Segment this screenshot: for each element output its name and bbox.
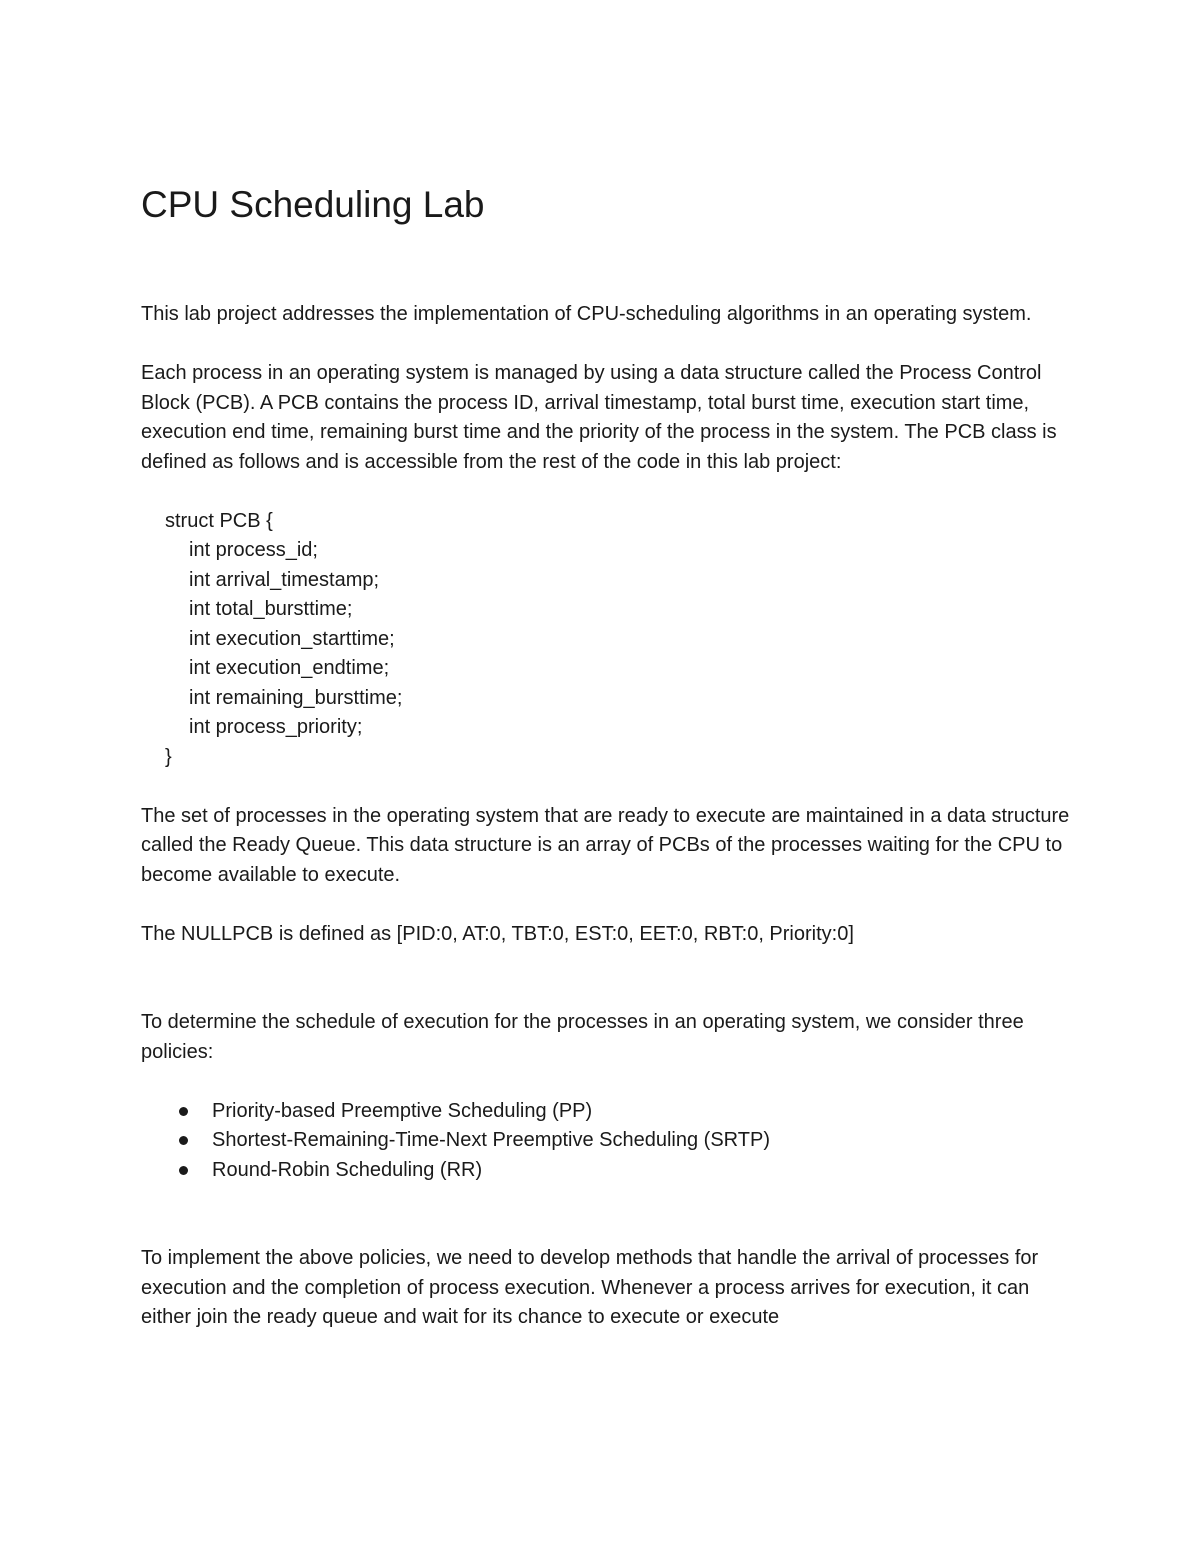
- document-body: [141, 180, 1071, 1333]
- code-field-total-bursttime: int total_bursttime;: [189, 598, 353, 620]
- code-field-process-priority: int process_priority;: [189, 716, 363, 738]
- code-field-execution-starttime: int execution_starttime;: [189, 627, 395, 650]
- intro-paragraph: This lab project addresses the implementation of CPU-scheduling algorithms in an operating system.: [141, 303, 1032, 325]
- bullet-icon: [179, 1166, 188, 1175]
- nullpcb-paragraph: The NULLPCB is defined as [PID:0, AT:0, TBT:0, EST:0, EET:0, RBT:0, Priority:0]: [141, 922, 854, 945]
- list-item: [141, 1156, 1071, 1186]
- pcb-struct-code: [141, 507, 1071, 773]
- code-field-execution-endtime: int execution_endtime;: [189, 657, 390, 679]
- implement-paragraph: To implement the above policies, we need to develop methods that handle the arrival of processes for execution and the completion of process execution. Whenever a process arrives for execution, it can either join the ready queue and wait for its chance to execute or execute: [141, 1247, 1039, 1328]
- bullet-icon: [179, 1136, 188, 1145]
- code-field-process-id: int process_id;: [189, 539, 318, 561]
- bullet-icon: [179, 1107, 188, 1116]
- policy-label-pp: Priority-based Preemptive Scheduling (PP): [212, 1099, 593, 1122]
- policy-label-srtp: Shortest-Remaining-Time-Next Preemptive Scheduling (SRTP): [212, 1129, 770, 1151]
- document-title: CPU Scheduling Lab: [141, 184, 485, 225]
- policies-intro-paragraph: To determine the schedule of execution for the processes in an operating system, we consider three policies:: [141, 1011, 1024, 1063]
- list-item: [141, 1097, 1071, 1127]
- code-field-arrival-timestamp: int arrival_timestamp;: [189, 568, 380, 591]
- code-struct-open: struct PCB {: [165, 509, 273, 532]
- code-field-remaining-bursttime: int remaining_bursttime;: [189, 686, 403, 709]
- list-item: [141, 1126, 1071, 1156]
- code-struct-close: }: [165, 745, 172, 768]
- ready-queue-paragraph: The set of processes in the operating system that are ready to execute are maintained in a data structure called the Ready Queue. This data structure is an array of PCBs of the processes waiting for the CPU to become available to execute.: [141, 804, 1070, 886]
- policy-label-rr: Round-Robin Scheduling (RR): [212, 1158, 483, 1181]
- pcb-paragraph: Each process in an operating system is managed by using a data structure called the Process Control Block (PCB). A PCB contains the process ID, arrival timestamp, total burst time, execution start time, execution end time, remaining burst time and the priority of the process in the system. The PCB class is defined as follows and is accessible from the rest of the code in this lab project:: [141, 362, 1057, 473]
- policies-list: [141, 1097, 1071, 1186]
